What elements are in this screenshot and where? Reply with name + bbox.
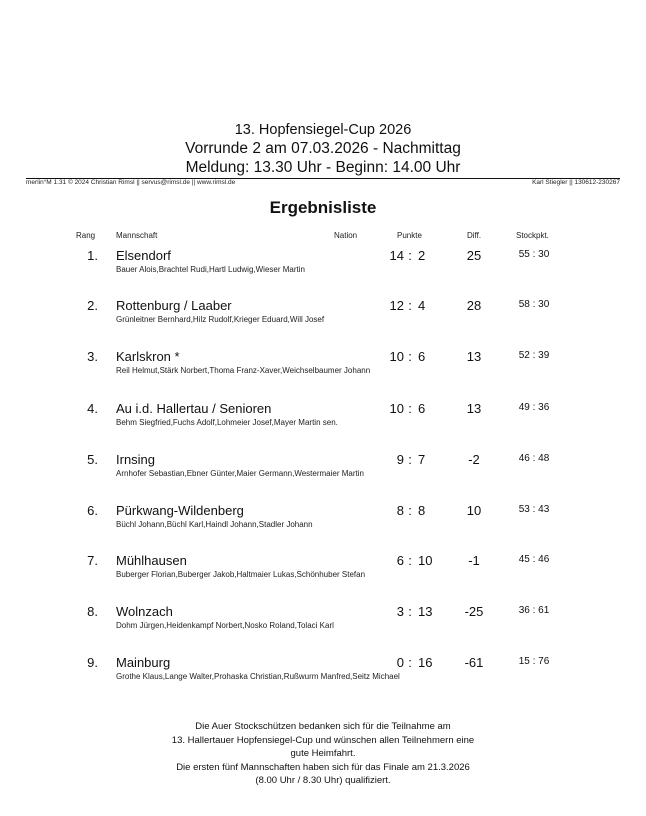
points-lost: 10 <box>418 553 433 568</box>
page-title: Ergebnisliste <box>269 198 377 217</box>
stock-points: 52 : 39 <box>518 350 550 361</box>
stock-points: 45 : 46 <box>518 554 550 565</box>
points-lost: 6 <box>418 401 426 416</box>
difference: -61 <box>464 655 484 670</box>
closing-line: gute Heimfahrt. <box>290 748 356 759</box>
stock-points: 58 : 30 <box>518 299 550 310</box>
difference: 10 <box>466 503 482 518</box>
difference: -1 <box>468 553 480 568</box>
software-credit: merlin°M 1.31 © 2024 Christian Rimsl || servus@rimsl.de || www.rimsl.de <box>26 179 236 186</box>
result-row <box>0 452 646 492</box>
points-separator: : <box>408 503 412 518</box>
points-won: 8 <box>396 503 404 518</box>
points-lost: 4 <box>418 298 426 313</box>
col-header-nation: Nation <box>334 231 358 240</box>
points-separator: : <box>408 553 412 568</box>
team-members: Bauer Alois,Brachtel Rudi,Hartl Ludwig,Wieser Martin <box>116 265 305 274</box>
schedule-info: Meldung: 13.30 Uhr - Beginn: 14.00 Uhr <box>185 159 461 176</box>
points-separator: : <box>408 349 412 364</box>
result-row <box>0 298 646 338</box>
points-separator: : <box>408 248 412 263</box>
team-name: Rottenburg / Laaber <box>116 298 232 313</box>
team-members: Büchl Johann,Büchl Karl,Haindl Johann,Stadler Johann <box>116 520 313 529</box>
points-won: 12 <box>389 298 404 313</box>
author-credit: Karl Stiegler || 130612-230267 <box>532 179 620 186</box>
difference: 13 <box>466 349 482 364</box>
points-won: 10 <box>389 349 404 364</box>
stock-points: 36 : 61 <box>518 605 550 616</box>
header-rule-row <box>26 176 620 188</box>
points-won: 3 <box>396 604 404 619</box>
result-row <box>0 401 646 441</box>
team-name: Mühlhausen <box>116 553 187 568</box>
col-header-mannschaft: Mannschaft <box>116 231 158 240</box>
points-lost: 6 <box>418 349 426 364</box>
team-name: Irnsing <box>116 452 156 467</box>
difference: -25 <box>464 604 484 619</box>
team-name: Mainburg <box>116 655 171 670</box>
round-info: Vorrunde 2 am 07.03.2026 - Nachmittag <box>185 140 461 157</box>
team-name: Wolnzach <box>116 604 173 619</box>
stock-points: 49 : 36 <box>518 402 550 413</box>
tournament-title: 13. Hopfensiegel-Cup 2026 <box>234 122 412 138</box>
stock-points: 46 : 48 <box>518 453 550 464</box>
result-row <box>0 655 646 695</box>
rank: 6. <box>87 503 98 518</box>
result-row <box>0 553 646 593</box>
points-lost: 13 <box>418 604 433 619</box>
points-won: 14 <box>389 248 404 263</box>
points-separator: : <box>408 655 412 670</box>
team-members: Behm Siegfried,Fuchs Adolf,Lohmeier Josef,Mayer Martin sen. <box>116 418 338 427</box>
points-lost: 8 <box>418 503 426 518</box>
rank: 5. <box>87 452 98 467</box>
result-row <box>0 349 646 389</box>
team-members: Arnhofer Sebastian,Ebner Günter,Maier Germann,Westermaier Martin <box>116 469 364 478</box>
qualification-line: (8.00 Uhr / 8.30 Uhr) qualifiziert. <box>255 775 391 786</box>
points-won: 10 <box>389 401 404 416</box>
team-members: Grothe Klaus,Lange Walter,Prohaska Christian,Rußwurm Manfred,Seitz Michael <box>116 672 400 681</box>
points-separator: : <box>408 401 412 416</box>
team-name: Pürkwang-Wildenberg <box>116 503 244 518</box>
difference: 28 <box>466 298 482 313</box>
rank: 4. <box>87 401 98 416</box>
points-separator: : <box>408 452 412 467</box>
closing-line: 13. Hallertauer Hopfensiegel-Cup und wünschen allen Teilnehmern eine <box>171 734 475 746</box>
rank: 7. <box>87 553 98 568</box>
rank: 1. <box>87 248 98 263</box>
rank: 2. <box>87 298 98 313</box>
rank: 8. <box>87 604 98 619</box>
difference: -2 <box>468 452 480 467</box>
team-name: Elsendorf <box>116 248 171 263</box>
rank: 9. <box>87 655 98 670</box>
points-won: 0 <box>396 655 404 670</box>
team-members: Buberger Florian,Buberger Jakob,Haltmaier Lukas,Schönhuber Stefan <box>116 570 366 579</box>
team-name: Karlskron * <box>116 349 180 364</box>
rank: 3. <box>87 349 98 364</box>
col-header-stockpkt: Stockpkt. <box>516 231 549 240</box>
document-header <box>0 121 646 177</box>
points-won: 6 <box>396 553 404 568</box>
stock-points: 15 : 76 <box>518 656 550 667</box>
result-row <box>0 503 646 543</box>
difference: 13 <box>466 401 482 416</box>
points-won: 9 <box>396 452 404 467</box>
difference: 25 <box>466 248 482 263</box>
qualification-line: Die ersten fünf Mannschaften haben sich für das Finale am 21.3.2026 <box>176 761 470 773</box>
points-lost: 7 <box>418 452 426 467</box>
points-lost: 16 <box>418 655 433 670</box>
col-header-diff: Diff. <box>467 231 482 240</box>
team-members: Dohm Jürgen,Heidenkampf Norbert,Nosko Roland,Tolaci Karl <box>116 621 334 630</box>
team-members: Grünleitner Bernhard,Hilz Rudolf,Krieger Eduard,Will Josef <box>116 315 325 324</box>
result-row <box>0 604 646 644</box>
stock-points: 53 : 43 <box>518 504 550 515</box>
result-row <box>0 248 646 288</box>
col-header-punkte: Punkte <box>397 231 422 240</box>
team-name: Au i.d. Hallertau / Senioren <box>116 401 272 416</box>
closing-line: Die Auer Stockschützen bedanken sich für die Teilnahme am <box>195 721 451 732</box>
team-members: Reil Helmut,Stärk Norbert,Thoma Franz-Xaver,Weichselbaumer Johann <box>116 366 371 375</box>
col-header-rang: Rang <box>76 231 96 240</box>
closing-note <box>0 720 646 788</box>
points-separator: : <box>408 298 412 313</box>
points-separator: : <box>408 604 412 619</box>
points-lost: 2 <box>418 248 426 263</box>
stock-points: 55 : 30 <box>518 249 550 260</box>
